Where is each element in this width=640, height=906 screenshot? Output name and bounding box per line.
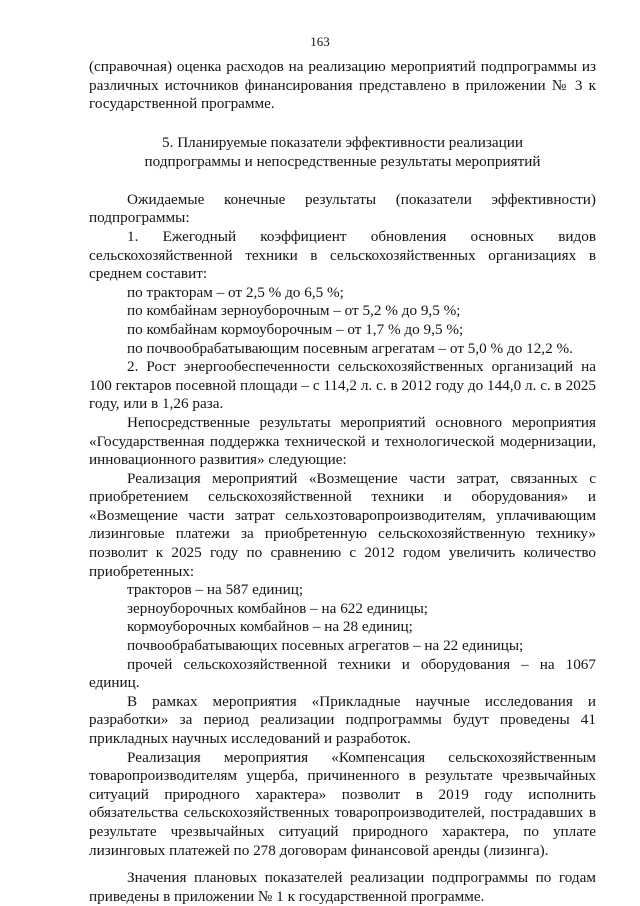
intro-paragraph: (справочная) оценка расходов на реализацию мероприятий подпрограммы из различных источников финансирования представлено в приложении № 3 к государственной программе.	[89, 58, 596, 113]
count-other-equipment: прочей сельскохозяйственной техники и оборудования – на 1067 единиц.	[89, 655, 596, 692]
compensation-paragraph: Реализация мероприятия «Компенсация сельскохозяйственным товаропроизводителям ущерба, причиненного в результате чрезвычайных ситуаций природного характера» позволит в 2019 году исполнить обязательства сельскохозяйственных товаропроизводителей, пострадавших в результате чрезвычайных ситуаций природного характера, по уплате лизинговых платежей по 278 договорам финансовой аренды (лизинга).	[89, 748, 596, 859]
expected-results-intro: Ожидаемые конечные результаты (показатели эффективности) подпрограммы:	[89, 190, 596, 227]
page-number: 163	[310, 34, 330, 49]
rate-tractors: по тракторам – от 2,5 % до 6,5 %;	[127, 283, 344, 301]
count-forage-harvesters: кормоуборочных комбайнов – на 28 единиц;	[127, 618, 413, 636]
implementation-paragraph: Реализация мероприятий «Возмещение части затрат, связанных с приобретением сельскохозяйственной техники и оборудования» и «Возмещение части затрат сельхозтоваропроизводителям, уплачивающим лизинговые платежи за приобретенную сельскохозяйственную технику» позволит к 2025 году по сравнению с 2012 годом увеличить количество приобретенных:	[89, 469, 596, 580]
section-heading	[89, 133, 596, 171]
research-paragraph: В рамках мероприятия «Прикладные научные исследования и разработки» за период реализации подпрограммы будут проведены 41 прикладных научных исследований и разработок.	[89, 692, 596, 747]
count-tractors: тракторов – на 587 единиц;	[127, 581, 304, 599]
rate-forage-harvesters: по комбайнам кормоуборочным – от 1,7 % до 9,5 %;	[127, 320, 464, 338]
document-body	[89, 58, 596, 906]
rate-tillage-units: по почвообрабатывающим посевным агрегатам – от 5,0 % до 12,2 %.	[127, 339, 573, 357]
count-tillage-units: почвообрабатывающих посевных агрегатов – на 22 единицы;	[127, 637, 524, 655]
section-heading-line-2: подпрограммы и непосредственные результаты мероприятий	[144, 152, 541, 170]
direct-results-intro: Непосредственные результаты мероприятий основного мероприятия «Государственная поддержка технической и технологической модернизации, инновационного развития» следующие:	[89, 413, 596, 469]
count-grain-harvesters: зерноуборочных комбайнов – на 622 единицы;	[127, 599, 428, 617]
expected-result-item-2: 2. Рост энергообеспеченности сельскохозяйственных организаций на 100 гектаров посевной площади – с 114,2 л. с. в 2012 году до 144,0 л. с. в 2025 году, или в 1,26 раза.	[89, 358, 596, 413]
rate-grain-harvesters: по комбайнам зерноуборочным – от 5,2 % до 9,5 %;	[127, 302, 461, 320]
closing-paragraph: Значения плановых показателей реализации подпрограммы по годам приведены в приложении № 1 к государственной программе.	[89, 869, 596, 905]
section-heading-line-1: 5. Планируемые показатели эффективности реализации	[162, 133, 523, 151]
expected-result-item-1: 1. Ежегодный коэффициент обновления основных видов сельскохозяйственной техники в сельскохозяйственных организациях в среднем составит:	[89, 227, 596, 283]
